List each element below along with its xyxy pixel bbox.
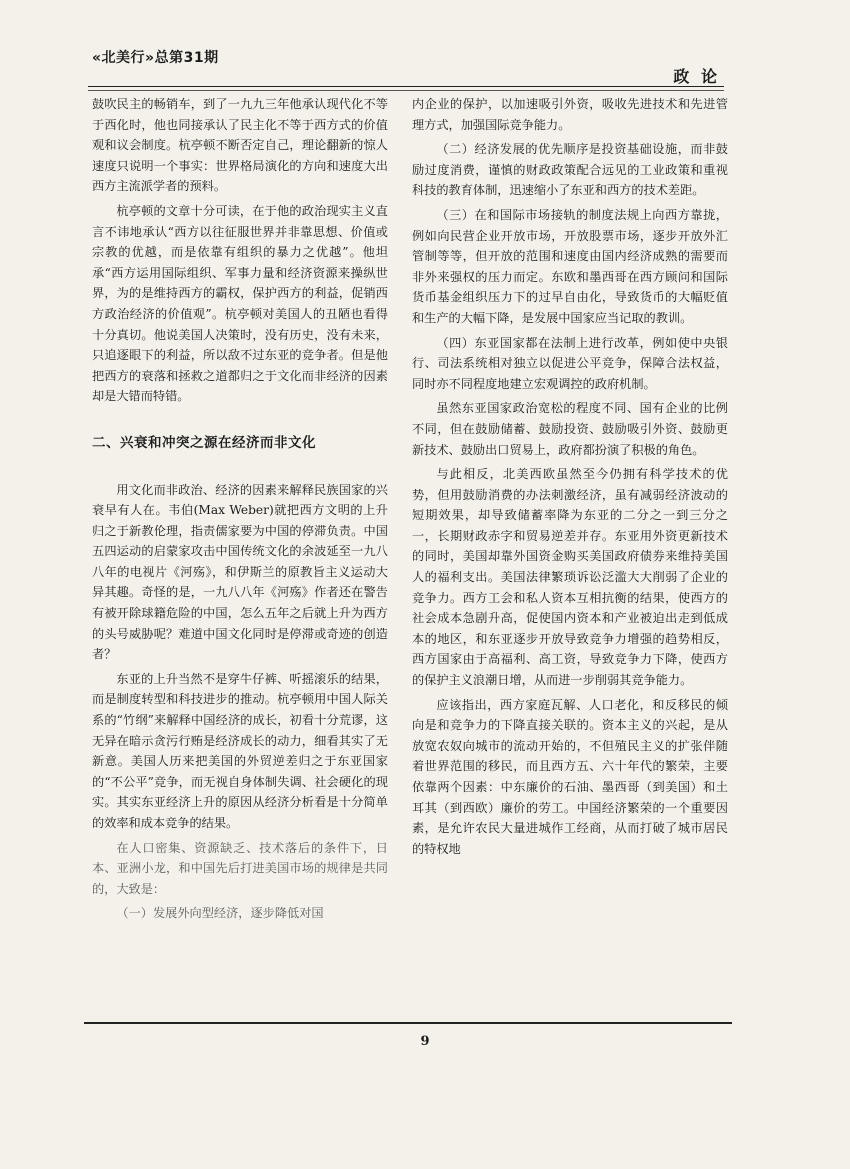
section-heading: 二、兴衰和冲突之源在经济而非文化	[92, 434, 316, 451]
paragraph: 内企业的保护，以加速吸引外资，吸收先进技术和先进管理方式，加强国际竞争能力。	[412, 97, 728, 132]
paragraph: （四）东亚国家都在法制上进行改革，例如使中央银行、司法系统相对独立以促进公平竞争，保障合法权益，同时亦不同程度地建立宏观调控的政府机制。	[412, 335, 728, 391]
paragraph: 鼓吹民主的畅销车，到了一九九三年他承认现代化不等于西化时，他也同接承认了民主化不等于西方式的价值观和议会制度。杭亭顿不断否定自己，理论翻新的惊人速度只说明一个事实：世界格局演化的方向和速度大出西方主流派学者的预料。	[92, 97, 388, 194]
paragraph: 虽然东亚国家政治宽松的程度不同、国有企业的比例不同，但在鼓励储蓄、鼓励投资、鼓励吸引外资、鼓励更新技术、鼓励出口贸易上，政府都扮演了积极的角色。	[412, 401, 728, 457]
footer-rule	[84, 1022, 732, 1024]
page-number: 9	[420, 1034, 430, 1049]
paragraph: 在人口密集、资源缺乏、技术落后的条件下，日本、亚洲小龙，和中国先后打进美国市场的规律是共同的，大致是：	[92, 840, 388, 896]
journal-issue-header: «北美行»总第31期	[92, 50, 219, 66]
paragraph: 杭亭顿的文章十分可读，在于他的政治现实主义直言不讳地承认“西方以往征服世界并非靠思想、价值或宗教的优越，而是依靠有组织的暴力之优越”。他坦承“西方运用国际组织、军事力量和经济资源来操纵世界，为的是维持西方的霸权，保护西方的利益，促销西方政治经济的价值观”。杭亭顿对美国人的丑陋也看得十分真切。他说美国人决策时，没有历史，没有未来，只追逐眼下的利益，所以敌不过东亚的竞争者。但是他把西方的衰落和拯救之道都归之于文化而非经济的因素却是大错而特错。	[92, 203, 388, 404]
paragraph: 东亚的上升当然不是穿牛仔裤、听摇滚乐的结果，而是制度转型和科技进步的推动。杭亭顿用中国人际关系的“竹纲”来解释中国经济的成长，初看十分荒谬，这无异在暗示贪污行贿是经济成长的动力，细看其实了无新意。美国人历来把美国的外贸逆差归之于东亚国家的“不公平”竞争，而无视自身体制失调、社会硬化的现实。其实东亚经济上升的原因从经济分析看是十分简单的效率和成本竞争的结果。	[92, 671, 388, 830]
header-rule-secondary	[88, 90, 724, 91]
paragraph: 用文化而非政治、经济的因素来解释民族国家的兴衰早有人在。韦伯(Max Weber)就把西方文明的上升归之于新教伦理，指责儒家要为中国的停滞负责。中国五四运动的启蒙家攻击中国传统文化的余波延至一九八八年的电视片《河殇》，和伊斯兰的原教旨主义运动大异其趣。奇怪的是，一九八八年《河殇》作者还在警告有被开除球籍危险的中国，怎么五年之后就上升为西方的头号威胁呢？难道中国文化同时是停滞或奇迹的创造者？	[92, 482, 388, 662]
header-rule	[88, 86, 724, 87]
paragraph: （三）在和国际市场接轨的制度法规上向西方靠拢，例如向民营企业开放市场，开放股票市场，逐步开放外汇管制等等，但开放的范围和速度由国内经济成熟的需要而非外来强权的压力而定。东欧和墨西哥在西方顾问和国际货币基金组织压力下的过早自由化，导致货币的大幅贬值和生产的大幅下降，是发展中国家应当记取的教训。	[412, 207, 728, 325]
paragraph: 应该指出，西方家庭瓦解、人口老化，和反移民的倾向是和竞争力的下降直接关联的。资本主义的兴起，是从放宽农奴向城市的流动开始的，不但殖民主义的扩张伴随着世界范围的移民，而且西方五、六十年代的繁荣，主要依靠两个因素：中东廉价的石油、墨西哥（到美国）和土耳其（到西欧）廉价的劳工。中国经济繁荣的一个重要因素，是允许农民大量进城作工经商，从而打破了城市居民的特权地	[412, 697, 728, 856]
paragraph: （一）发展外向型经济，逐步降低对国	[116, 906, 324, 921]
paragraph: 与此相反，北美西欧虽然至今仍拥有科学技术的优势，但用鼓励消费的办法刺激经济，虽有减弱经济波动的短期效果，却导致储蓄率降为东亚的二分之一到三分之一，长期财政赤字和贸易逆差并存。东亚用外资更新技术的同时，美国却靠外国资金购买美国政府债券来维持美国人的福利支出。美国法律繁琐诉讼泛滥大大削弱了企业的竞争力。西方工会和私人资本互相抗衡的结果，使西方的社会成本急剧升高，促使国内资本和产业被迫出走到低成本的地区，和东亚逐步开放导致竞争力增强的趋势相反，西方国家由于高福利、高工资，导致竞争力下降，使西方的保护主义浪潮日增，从而进一步削弱其竞争能力。	[412, 467, 728, 688]
right-column	[412, 94, 728, 863]
paragraph: （二）经济发展的优先顺序是投资基础设施，而非鼓励过度消费，谨慎的财政政策配合远见的工业政策和重视科技的教育体制，迅速缩小了东亚和西方的技术差距。	[412, 142, 728, 198]
section-label: 政 论	[673, 67, 720, 86]
left-column	[92, 94, 388, 928]
